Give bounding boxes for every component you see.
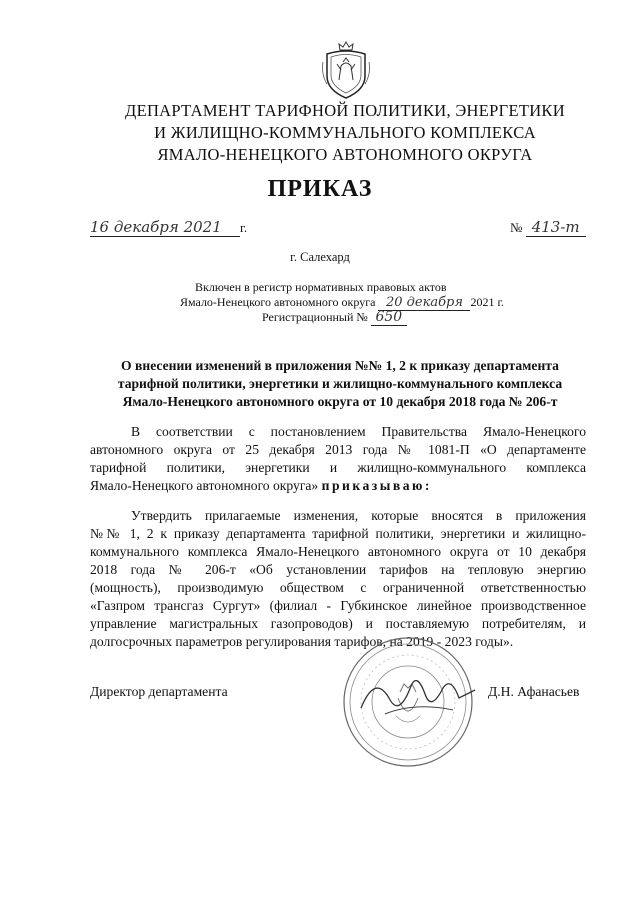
signatory-position: Директор департамента <box>90 684 228 699</box>
body-line3: коммунального комплекса Ямало-Ненецкого автономного округа от 10 декабря <box>90 544 586 559</box>
body-line1: Утвердить прилагаемые изменения, которые вносятся в приложения <box>131 508 586 523</box>
document-number <box>510 218 586 237</box>
preamble-line4-text: Ямало-Ненецкого автономного округа» <box>90 478 319 493</box>
subject-line3: Ямало-Ненецкого автономного округа от 10 декабря 2018 года № 206-т <box>122 394 558 409</box>
city: г. Салехард <box>290 250 350 264</box>
registry-handwritten-number: 650 <box>371 309 407 326</box>
handwritten-date: 16 декабря 2021 <box>90 218 222 236</box>
subject-line1: О внесении изменений в приложения №№ 1, 2 к приказу департамента <box>121 358 559 373</box>
preamble-line4 <box>90 477 586 495</box>
registry-line3 <box>262 309 407 326</box>
department-name-line3: ЯМАЛО-НЕНЕЦКОГО АВТОНОМНОГО ОКРУГА <box>157 145 533 164</box>
body-line4: 2018 года № 206-т «Об установлении тарифов на тепловую энергию <box>90 562 586 577</box>
order-word: приказываю: <box>321 478 432 493</box>
department-name-line1: ДЕПАРТАМЕНТ ТАРИФНОЙ ПОЛИТИКИ, ЭНЕРГЕТИКИ <box>125 101 565 120</box>
handwritten-number: 413-т <box>531 218 580 236</box>
preamble-line1: В соответствии с постановлением Правительства Ямало-Ненецкого <box>131 424 586 439</box>
body-line5: (мощность), производимую обществом с ограниченной ответственностью <box>90 580 586 595</box>
registry-line1: Включен в регистр нормативных правовых актов <box>195 280 447 294</box>
signatory-name: Д.Н. Афанасьев <box>488 684 580 699</box>
coat-of-arms-emblem <box>319 40 373 100</box>
document-type-title: ПРИКАЗ <box>267 176 373 202</box>
body-line7: управление магистральных газопроводов) и поставляемую потребителям, и <box>90 616 586 631</box>
preamble-line2: автономного округа от 25 декабря 2013 года № 1081-П «О департаменте <box>90 442 586 457</box>
body-line6: «Газпром трансгаз Сургут» (филиал - Губкинское линейное производственное <box>90 598 586 613</box>
preamble-line3: тарифной политики, энергетики и жилищно-коммунального комплекса <box>90 460 586 475</box>
registry-year: 2021 г. <box>470 295 505 309</box>
document-date <box>90 218 247 237</box>
signature-scribble <box>355 668 485 728</box>
date-suffix: г. <box>240 220 248 235</box>
body-line2: №№ 1, 2 к приказу департамента тарифной политики, энергетики и жилищно- <box>90 526 586 541</box>
department-name-line2: И ЖИЛИЩНО-КОММУНАЛЬНОГО КОМПЛЕКСА <box>154 123 536 142</box>
registry-handwritten-date: 20 декабря <box>378 295 470 311</box>
subject-line2: тарифной политики, энергетики и жилищно-коммунального комплекса <box>117 376 563 391</box>
body-line8: долгосрочных параметров регулирования тарифов, на 2019 - 2023 годы». <box>90 634 514 649</box>
number-label: № <box>510 220 523 235</box>
registry-number-label: Регистрационный № <box>262 310 368 324</box>
registry-region: Ямало-Ненецкого автономного округа <box>180 295 376 309</box>
